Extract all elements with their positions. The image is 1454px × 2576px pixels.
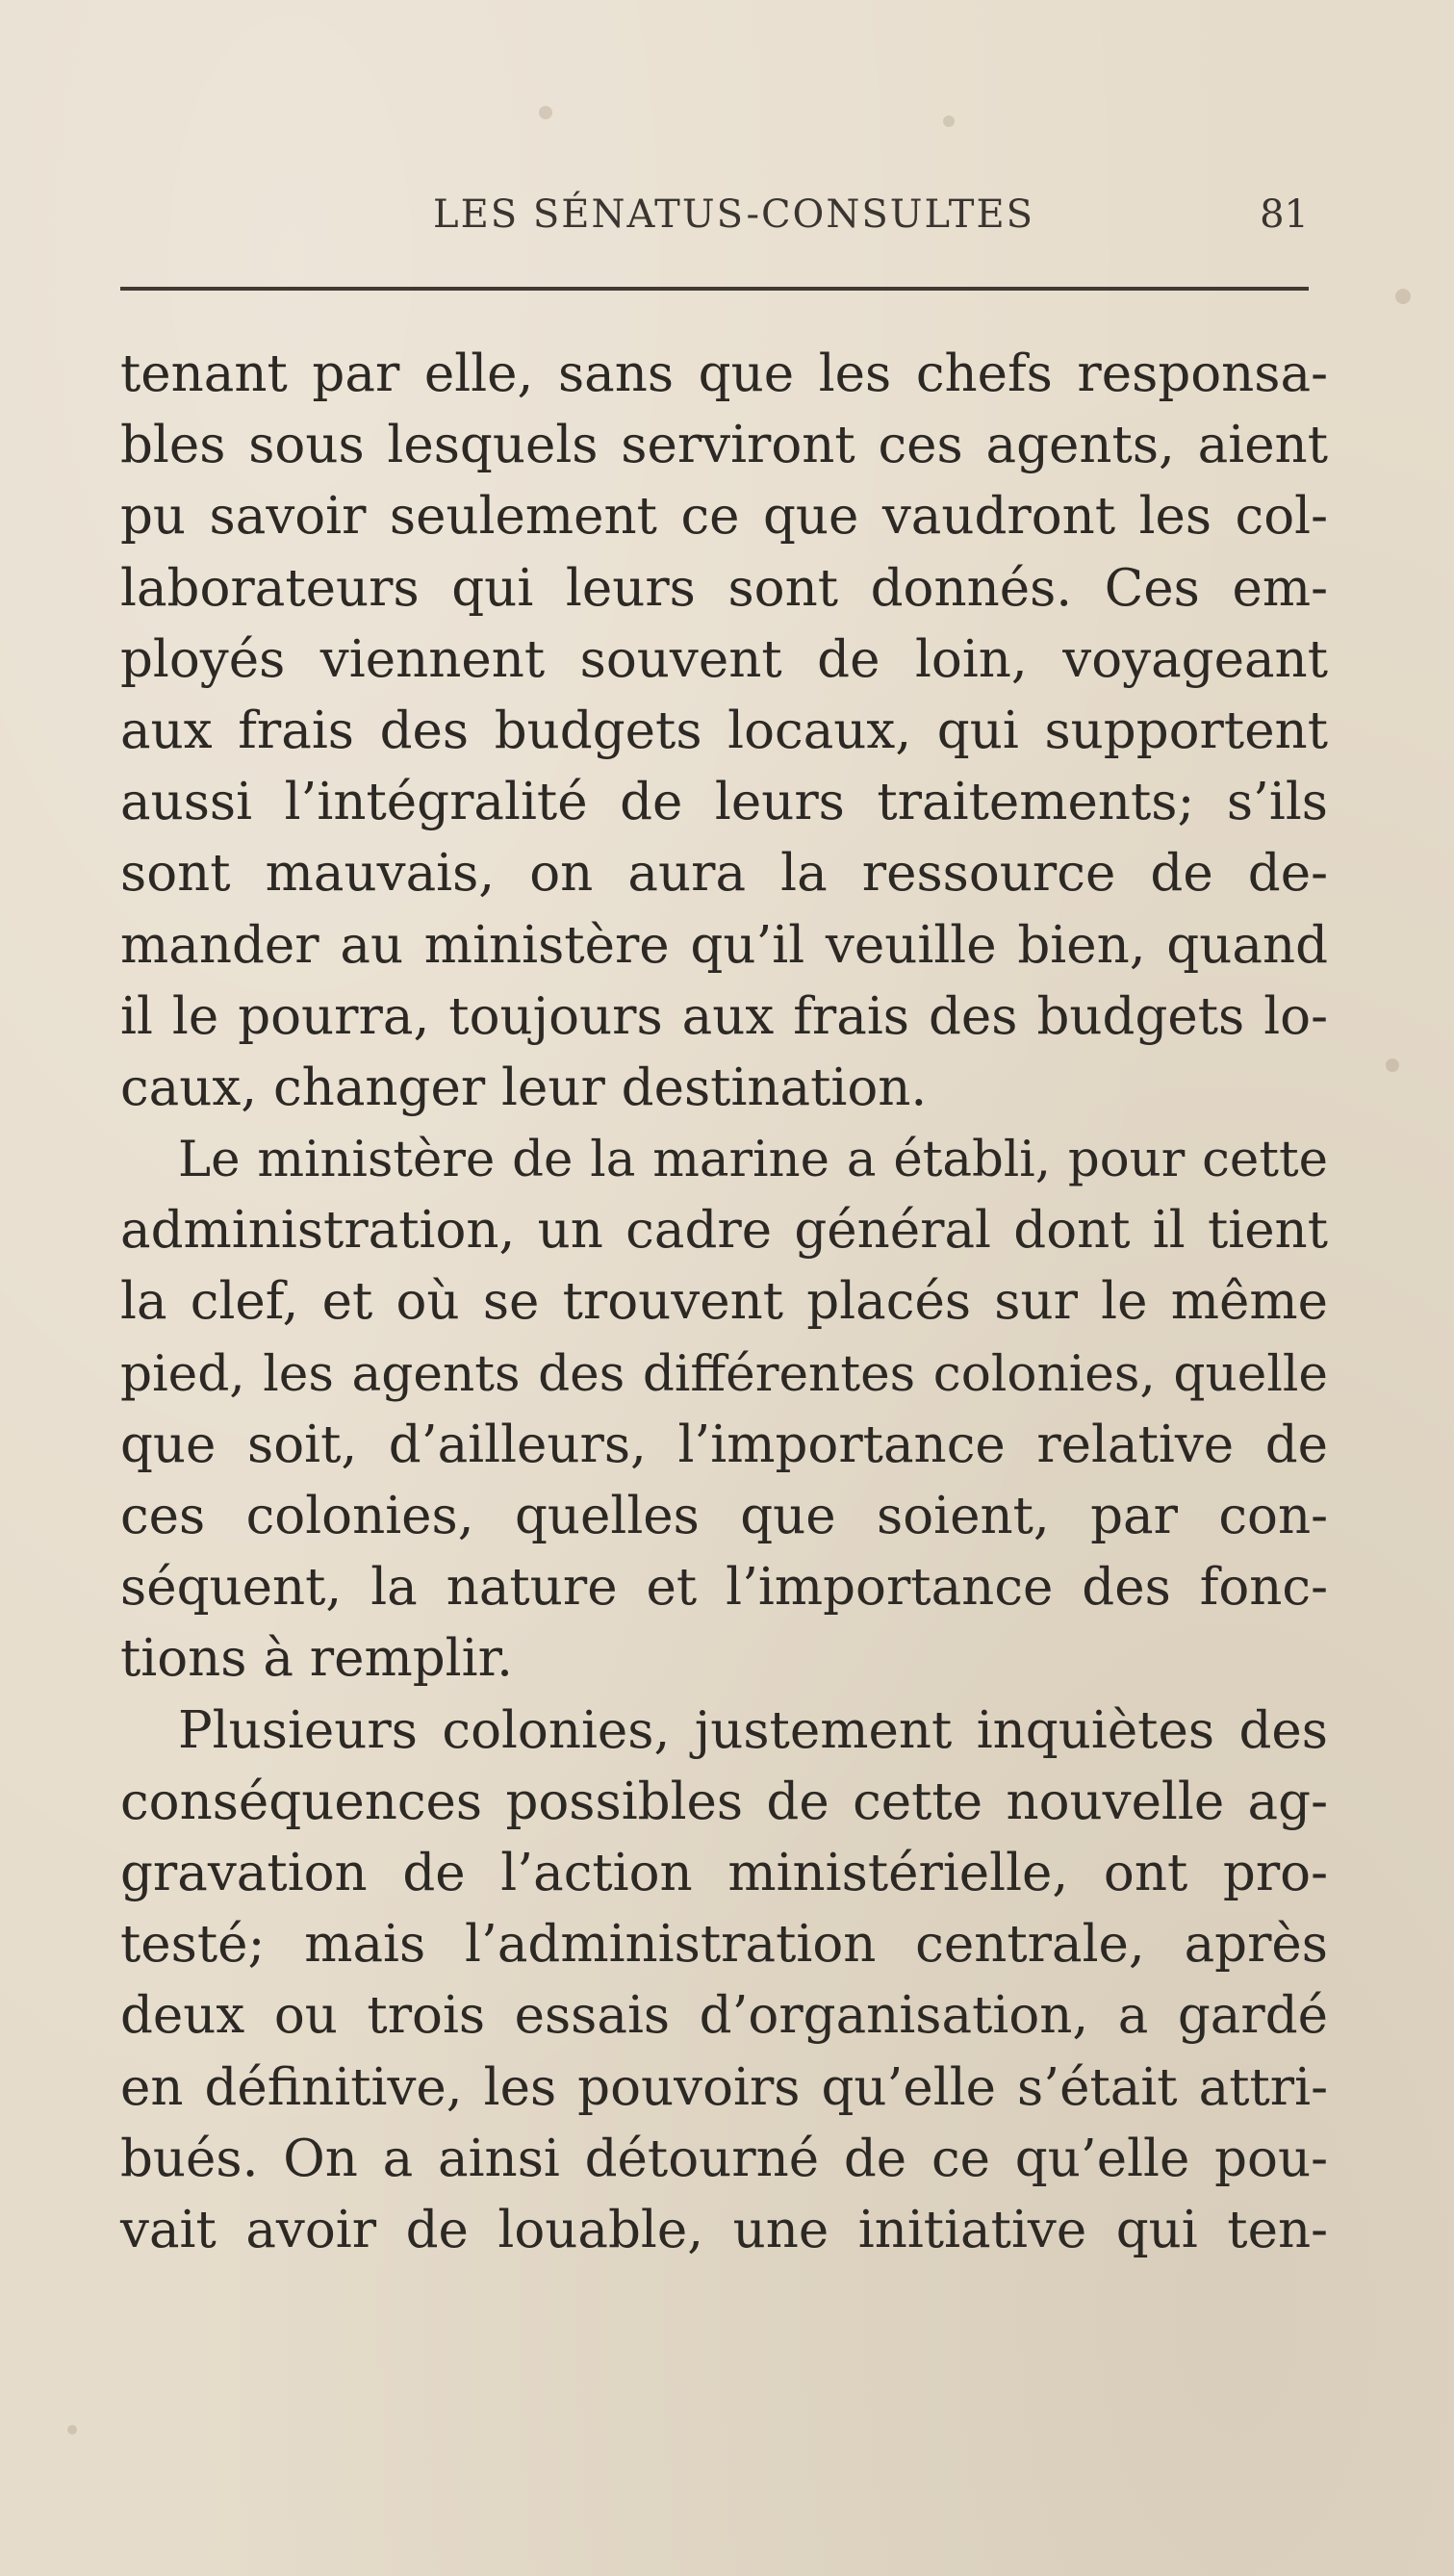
text-line: Le ministère de la marine a établi, pour cette xyxy=(178,1131,1328,1189)
text-line: ployés viennent souvent de loin, voyageant xyxy=(120,629,1328,689)
running-title: LES SÉNATUS-CONSULTES xyxy=(433,192,1035,237)
text-line: ces colonies, quelles que soient, par con- xyxy=(120,1487,1328,1545)
paper-speck xyxy=(539,106,552,119)
text-line: vait avoir de louable, une initiative qui ten- xyxy=(120,2200,1328,2259)
text-line: laborateurs qui leurs sont donnés. Ces em- xyxy=(120,558,1328,618)
text-line: sont mauvais, on aura la ressource de de- xyxy=(120,844,1328,904)
text-line: caux, changer leur destination. xyxy=(120,1058,928,1117)
paper-speck xyxy=(943,115,955,127)
page-number: 81 xyxy=(1260,192,1309,237)
text-line: pied, les agents des différentes colonies, quelle xyxy=(120,1344,1328,1403)
paper-speck xyxy=(67,2425,77,2435)
header-rule xyxy=(120,287,1309,291)
text-line: aux frais des budgets locaux, qui supportent xyxy=(120,701,1328,760)
text-line: aussi l’intégralité de leurs traitements; s’ils xyxy=(120,773,1328,832)
text-line: séquent, la nature et l’importance des fonc- xyxy=(120,1558,1328,1618)
paper-speck xyxy=(1386,1058,1399,1072)
text-line: tenant par elle, sans que les chefs responsa- xyxy=(120,344,1328,403)
text-line: bués. On a ainsi détourné de ce qu’elle pou- xyxy=(120,2129,1328,2188)
text-line: il le pourra, toujours aux frais des budgets lo- xyxy=(120,986,1328,1046)
text-line: Plusieurs colonies, justement inquiètes des xyxy=(178,1700,1328,1760)
text-line: mander au ministère qu’il veuille bien, quand xyxy=(120,915,1328,975)
text-line: testé; mais l’administration centrale, après xyxy=(120,1915,1328,1975)
text-line: conséquences possibles de cette nouvelle ag- xyxy=(120,1772,1328,1831)
text-line: la clef, et où se trouvent placés sur le même xyxy=(120,1272,1328,1332)
text-line: que soit, d’ailleurs, l’importance relative de xyxy=(120,1415,1328,1474)
body-text xyxy=(120,339,1328,2266)
text-line: en définitive, les pouvoirs qu’elle s’était attri- xyxy=(120,2057,1328,2117)
text-line: bles sous lesquels serviront ces agents, aient xyxy=(120,416,1328,475)
paper-speck xyxy=(1395,289,1411,304)
text-line: gravation de l’action ministérielle, ont pro- xyxy=(120,1843,1328,1902)
text-line: administration, un cadre général dont il tient xyxy=(120,1201,1328,1261)
text-line: pu savoir seulement ce que vaudront les col- xyxy=(120,487,1328,547)
running-head xyxy=(115,192,1309,250)
text-line: deux ou trois essais d’organisation, a gardé xyxy=(120,1986,1328,2046)
text-line: tions à remplir. xyxy=(120,1629,513,1689)
